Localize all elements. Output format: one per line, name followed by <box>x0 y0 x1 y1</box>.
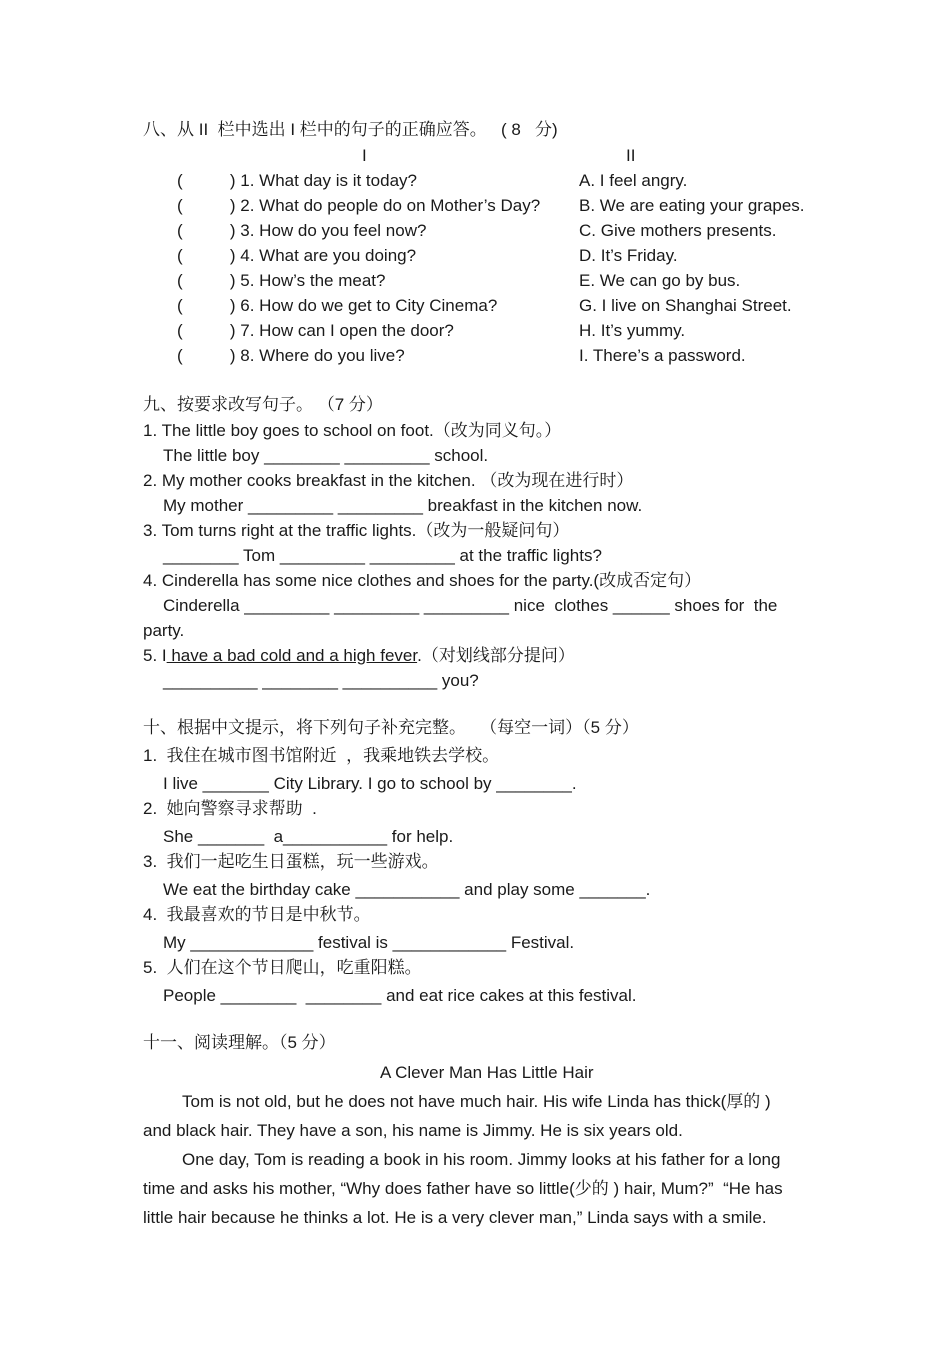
fill-chinese-5: 5. 人们在这个节日爬山，吃重阳糕。 <box>143 958 422 977</box>
match-question-1: ( ) 1. What day is it today? <box>177 171 417 190</box>
rewrite-answer-3: ________ Tom _________ _________ at the traffic lights? <box>163 546 602 565</box>
section10-heading: 十、根据中文提示，将下列句子补充完整。 （每空一词）（5 分） <box>143 718 639 737</box>
rewrite-question-5-underlined: have a bad cold and a high fever <box>166 646 418 665</box>
fill-english-1: I live _______ City Library. I go to school by ________. <box>163 774 577 793</box>
match-answer-e: E. We can go by bus. <box>579 271 741 290</box>
match-question-7: ( ) 7. How can I open the door? <box>177 321 454 340</box>
section9-heading: 九、按要求改写句子。 （7 分） <box>143 395 383 414</box>
reading-line-5: little hair because he thinks a lot. He is a very clever man,” Linda says with a smile. <box>143 1208 767 1227</box>
section11-heading: 十一、阅读理解。（5 分） <box>143 1033 336 1052</box>
reading-line-4: time and asks his mother, “Why does father have so little(少的 ) hair, Mum?” “He has <box>143 1179 783 1198</box>
match-answer-h: H. It’s yummy. <box>579 321 686 340</box>
fill-english-4: My _____________ festival is ____________ Festival. <box>163 933 575 952</box>
fill-chinese-3: 3. 我们一起吃生日蛋糕，玩一些游戏。 <box>143 852 439 871</box>
fill-english-5: People ________ ________ and eat rice cakes at this festival. <box>163 986 637 1005</box>
match-question-5: ( ) 5. How’s the meat? <box>177 271 386 290</box>
rewrite-answer-4: Cinderella _________ _________ _________ nice clothes ______ shoes for the <box>163 596 778 615</box>
rewrite-question-5-prefix: 5. I <box>143 646 167 665</box>
match-answer-g: G. I live on Shanghai Street. <box>579 296 792 315</box>
rewrite-answer-1: The little boy ________ _________ school. <box>163 446 489 465</box>
fill-chinese-1: 1. 我住在城市图书馆附近 ，我乘地铁去学校。 <box>143 746 500 765</box>
column-i-header: I <box>362 146 367 165</box>
match-question-2: ( ) 2. What do people do on Mother’s Day? <box>177 196 541 215</box>
match-answer-i: I. There’s a password. <box>579 346 746 365</box>
rewrite-question-2: 2. My mother cooks breakfast in the kitchen. （改为现在进行时） <box>143 471 634 490</box>
match-question-8: ( ) 8. Where do you live? <box>177 346 405 365</box>
match-question-3: ( ) 3. How do you feel now? <box>177 221 427 240</box>
reading-line-1: Tom is not old, but he does not have much hair. His wife Linda has thick(厚的 ) <box>182 1092 771 1111</box>
match-question-4: ( ) 4. What are you doing? <box>177 246 417 265</box>
reading-line-3: One day, Tom is reading a book in his room. Jimmy looks at his father for a long <box>182 1150 781 1169</box>
rewrite-question-1: 1. The little boy goes to school on foot.（改为同义句。） <box>143 421 562 440</box>
match-answer-b: B. We are eating your grapes. <box>579 196 805 215</box>
rewrite-answer-4-continued: party. <box>143 621 185 640</box>
rewrite-question-4: 4. Cinderella has some nice clothes and shoes for the party.(改成否定句） <box>143 571 702 590</box>
rewrite-answer-5: __________ ________ __________ you? <box>163 671 479 690</box>
fill-chinese-4: 4. 我最喜欢的节日是中秋节。 <box>143 905 371 924</box>
match-question-6: ( ) 6. How do we get to City Cinema? <box>177 296 498 315</box>
reading-line-2: and black hair. They have a son, his name is Jimmy. He is six years old. <box>143 1121 683 1140</box>
section8-heading: 八、从 II 栏中选出 I 栏中的句子的正确应答。 ( 8 分) <box>143 120 558 139</box>
match-answer-c: C. Give mothers presents. <box>579 221 777 240</box>
rewrite-question-3: 3. Tom turns right at the traffic lights.（改为一般疑问句） <box>143 521 570 540</box>
match-answer-d: D. It’s Friday. <box>579 246 678 265</box>
rewrite-question-5 <box>143 646 575 666</box>
rewrite-question-5-suffix: .（对划线部分提问） <box>417 646 575 665</box>
rewrite-answer-2: My mother _________ _________ breakfast in the kitchen now. <box>163 496 643 515</box>
fill-english-2: She _______ a___________ for help. <box>163 827 454 846</box>
fill-english-3: We eat the birthday cake ___________ and play some _______. <box>163 880 651 899</box>
fill-chinese-2: 2. 她向警察寻求帮助 . <box>143 799 317 818</box>
match-answer-a: A. I feel angry. <box>579 171 688 190</box>
reading-title: A Clever Man Has Little Hair <box>380 1063 594 1082</box>
column-ii-header: II <box>626 146 636 165</box>
